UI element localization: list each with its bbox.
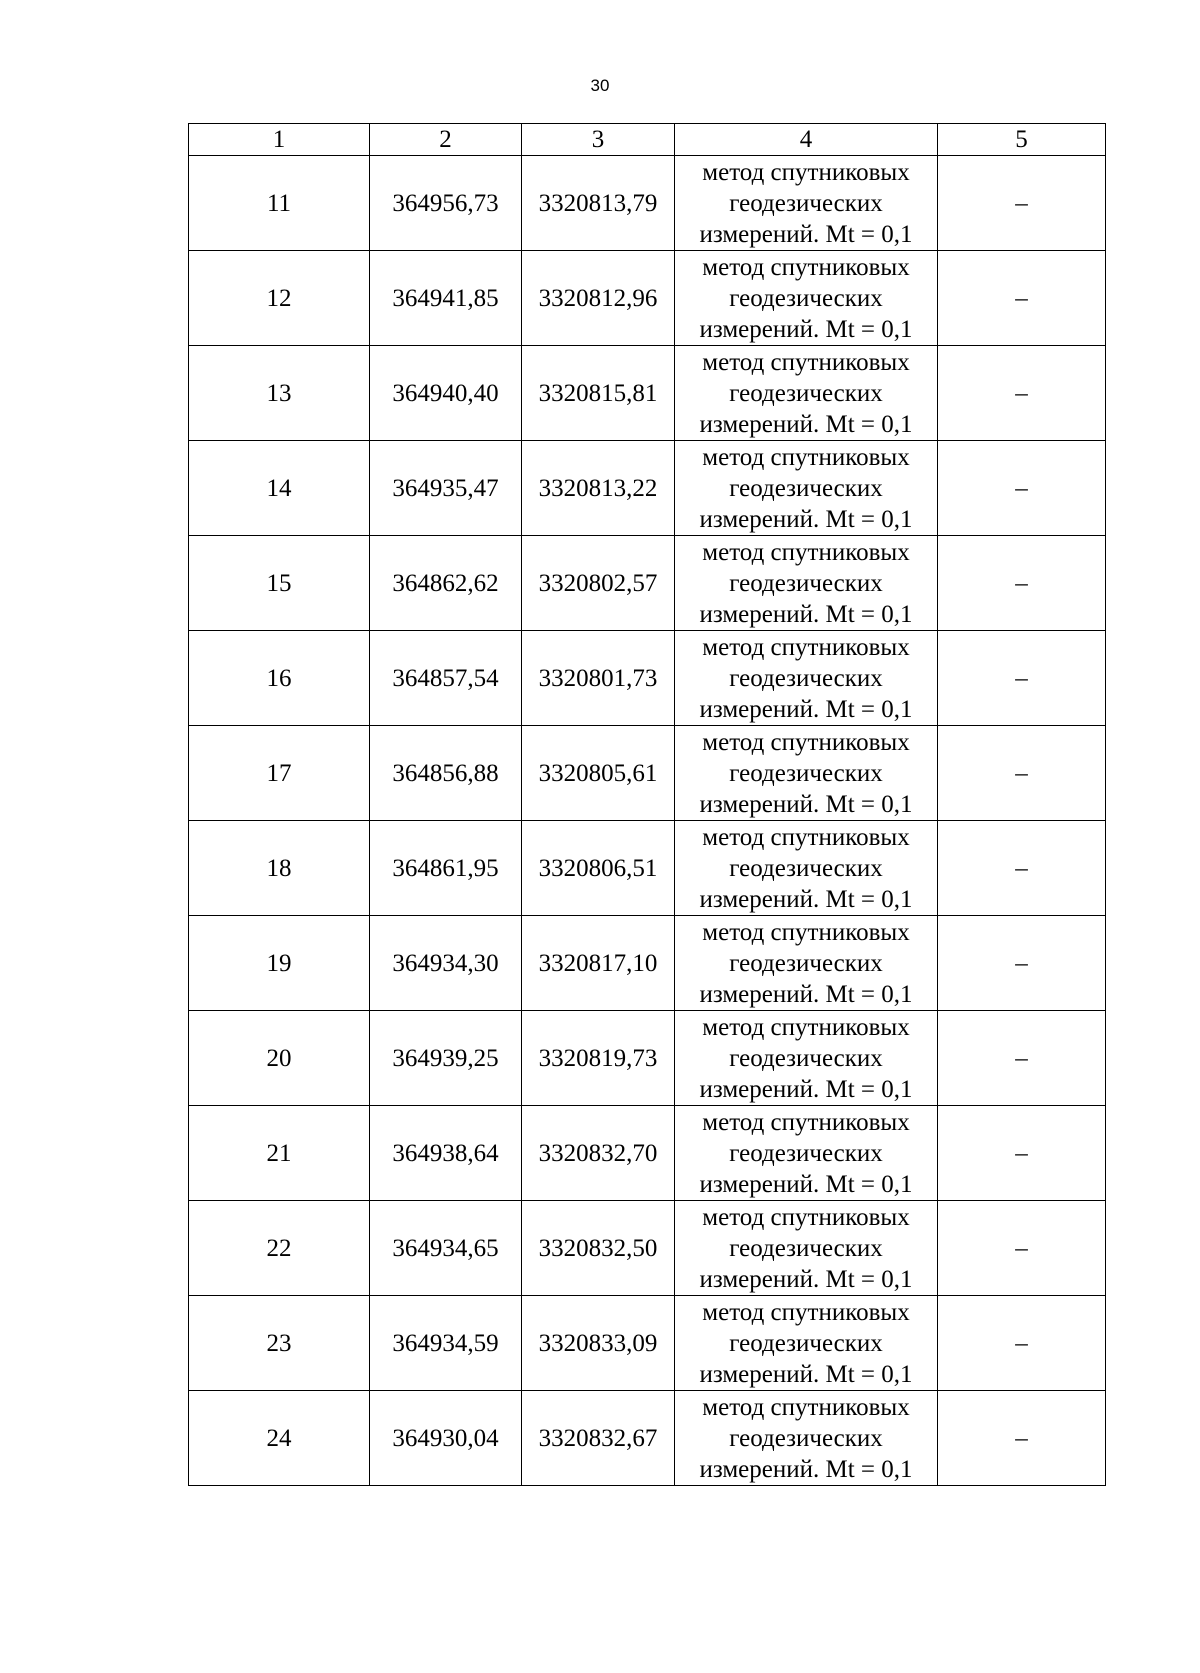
coordinate-x-cell: 364856,88 <box>370 726 522 821</box>
method-line: метод спутниковых <box>702 728 910 756</box>
table-row <box>189 441 1106 536</box>
method-cell <box>675 726 938 821</box>
note-cell: – <box>938 1201 1106 1296</box>
note-cell: – <box>938 631 1106 726</box>
coordinate-y-cell: 3320833,09 <box>522 1296 675 1391</box>
coordinate-y-cell: 3320815,81 <box>522 346 675 441</box>
coordinate-x-cell: 364934,65 <box>370 1201 522 1296</box>
method-line: измерений. Mt = 0,1 <box>699 410 913 438</box>
note-cell: – <box>938 536 1106 631</box>
coordinate-y-cell: 3320832,67 <box>522 1391 675 1486</box>
method-cell <box>675 251 938 346</box>
table-row <box>189 1011 1106 1106</box>
coordinate-y-cell: 3320801,73 <box>522 631 675 726</box>
note-cell: – <box>938 1391 1106 1486</box>
point-number-cell: 22 <box>189 1201 370 1296</box>
column-header-5: 5 <box>938 124 1106 156</box>
method-line: геодезических <box>729 664 883 692</box>
method-line: измерений. Mt = 0,1 <box>699 1170 913 1198</box>
point-number-cell: 11 <box>189 156 370 251</box>
method-line: измерений. Mt = 0,1 <box>699 1455 913 1483</box>
method-line: геодезических <box>729 759 883 787</box>
coordinate-x-cell: 364956,73 <box>370 156 522 251</box>
table-row <box>189 631 1106 726</box>
coordinate-x-cell: 364939,25 <box>370 1011 522 1106</box>
method-line: метод спутниковых <box>702 823 910 851</box>
method-line: измерений. Mt = 0,1 <box>699 1075 913 1103</box>
method-line: геодезических <box>729 1329 883 1357</box>
method-line: измерений. Mt = 0,1 <box>699 885 913 913</box>
table-row <box>189 1391 1106 1486</box>
method-cell <box>675 821 938 916</box>
coordinate-y-cell: 3320819,73 <box>522 1011 675 1106</box>
note-cell: – <box>938 156 1106 251</box>
point-number-cell: 12 <box>189 251 370 346</box>
method-line: метод спутниковых <box>702 1298 910 1326</box>
method-cell <box>675 441 938 536</box>
point-number-cell: 18 <box>189 821 370 916</box>
point-number-cell: 16 <box>189 631 370 726</box>
method-line: метод спутниковых <box>702 918 910 946</box>
table-row <box>189 821 1106 916</box>
note-cell: – <box>938 726 1106 821</box>
note-cell: – <box>938 821 1106 916</box>
coordinate-y-cell: 3320802,57 <box>522 536 675 631</box>
method-line: измерений. Mt = 0,1 <box>699 1360 913 1388</box>
table-row <box>189 726 1106 821</box>
method-line: геодезических <box>729 379 883 407</box>
coordinate-x-cell: 364930,04 <box>370 1391 522 1486</box>
method-line: метод спутниковых <box>702 158 910 186</box>
method-line: измерений. Mt = 0,1 <box>699 1265 913 1293</box>
coordinate-y-cell: 3320813,79 <box>522 156 675 251</box>
coordinate-y-cell: 3320812,96 <box>522 251 675 346</box>
method-line: метод спутниковых <box>702 1393 910 1421</box>
coordinate-x-cell: 364940,40 <box>370 346 522 441</box>
point-number-cell: 17 <box>189 726 370 821</box>
point-number-cell: 20 <box>189 1011 370 1106</box>
coordinate-x-cell: 364861,95 <box>370 821 522 916</box>
point-number-cell: 15 <box>189 536 370 631</box>
point-number-cell: 23 <box>189 1296 370 1391</box>
column-header-4: 4 <box>675 124 938 156</box>
method-line: метод спутниковых <box>702 633 910 661</box>
coordinate-x-cell: 364941,85 <box>370 251 522 346</box>
table-row <box>189 536 1106 631</box>
coordinates-table <box>188 123 1106 1486</box>
method-line: геодезических <box>729 949 883 977</box>
method-line: метод спутниковых <box>702 348 910 376</box>
method-cell <box>675 1296 938 1391</box>
header-row <box>189 124 1106 156</box>
method-cell <box>675 916 938 1011</box>
method-line: измерений. Mt = 0,1 <box>699 695 913 723</box>
method-line: измерений. Mt = 0,1 <box>699 790 913 818</box>
coordinate-x-cell: 364934,59 <box>370 1296 522 1391</box>
method-line: геодезических <box>729 474 883 502</box>
method-line: геодезических <box>729 1234 883 1262</box>
method-line: измерений. Mt = 0,1 <box>699 980 913 1008</box>
note-cell: – <box>938 251 1106 346</box>
table-row <box>189 1106 1106 1201</box>
table-header <box>189 124 1106 156</box>
method-cell <box>675 1201 938 1296</box>
method-line: измерений. Mt = 0,1 <box>699 315 913 343</box>
method-cell <box>675 1391 938 1486</box>
method-line: измерений. Mt = 0,1 <box>699 600 913 628</box>
table-row <box>189 251 1106 346</box>
method-line: метод спутниковых <box>702 538 910 566</box>
method-line: метод спутниковых <box>702 1108 910 1136</box>
note-cell: – <box>938 1106 1106 1201</box>
note-cell: – <box>938 916 1106 1011</box>
coordinate-y-cell: 3320817,10 <box>522 916 675 1011</box>
method-line: геодезических <box>729 189 883 217</box>
coordinate-x-cell: 364934,30 <box>370 916 522 1011</box>
coordinate-x-cell: 364862,62 <box>370 536 522 631</box>
method-line: метод спутниковых <box>702 1013 910 1041</box>
column-header-1: 1 <box>189 124 370 156</box>
method-line: геодезических <box>729 1424 883 1452</box>
method-line: геодезических <box>729 569 883 597</box>
method-line: геодезических <box>729 1139 883 1167</box>
point-number-cell: 13 <box>189 346 370 441</box>
point-number-cell: 14 <box>189 441 370 536</box>
coordinate-y-cell: 3320832,70 <box>522 1106 675 1201</box>
note-cell: – <box>938 1011 1106 1106</box>
method-line: геодезических <box>729 854 883 882</box>
table-row <box>189 1201 1106 1296</box>
method-line: метод спутниковых <box>702 1203 910 1231</box>
coordinate-y-cell: 3320805,61 <box>522 726 675 821</box>
coordinate-y-cell: 3320832,50 <box>522 1201 675 1296</box>
table-body <box>189 156 1106 1486</box>
coordinate-x-cell: 364857,54 <box>370 631 522 726</box>
point-number-cell: 19 <box>189 916 370 1011</box>
method-cell <box>675 346 938 441</box>
method-line: геодезических <box>729 1044 883 1072</box>
method-cell <box>675 536 938 631</box>
coordinate-y-cell: 3320806,51 <box>522 821 675 916</box>
table-row <box>189 156 1106 251</box>
method-cell <box>675 1106 938 1201</box>
method-line: измерений. Mt = 0,1 <box>699 220 913 248</box>
coordinate-x-cell: 364935,47 <box>370 441 522 536</box>
method-cell <box>675 156 938 251</box>
table-row <box>189 346 1106 441</box>
note-cell: – <box>938 1296 1106 1391</box>
method-line: метод спутниковых <box>702 253 910 281</box>
method-cell <box>675 631 938 726</box>
column-header-2: 2 <box>370 124 522 156</box>
point-number-cell: 24 <box>189 1391 370 1486</box>
table-row <box>189 1296 1106 1391</box>
point-number-cell: 21 <box>189 1106 370 1201</box>
note-cell: – <box>938 441 1106 536</box>
note-cell: – <box>938 346 1106 441</box>
table-row <box>189 916 1106 1011</box>
coordinate-x-cell: 364938,64 <box>370 1106 522 1201</box>
method-line: геодезических <box>729 284 883 312</box>
column-header-3: 3 <box>522 124 675 156</box>
page-number: 30 <box>590 76 610 95</box>
method-line: метод спутниковых <box>702 443 910 471</box>
method-line: измерений. Mt = 0,1 <box>699 505 913 533</box>
coordinate-y-cell: 3320813,22 <box>522 441 675 536</box>
method-cell <box>675 1011 938 1106</box>
